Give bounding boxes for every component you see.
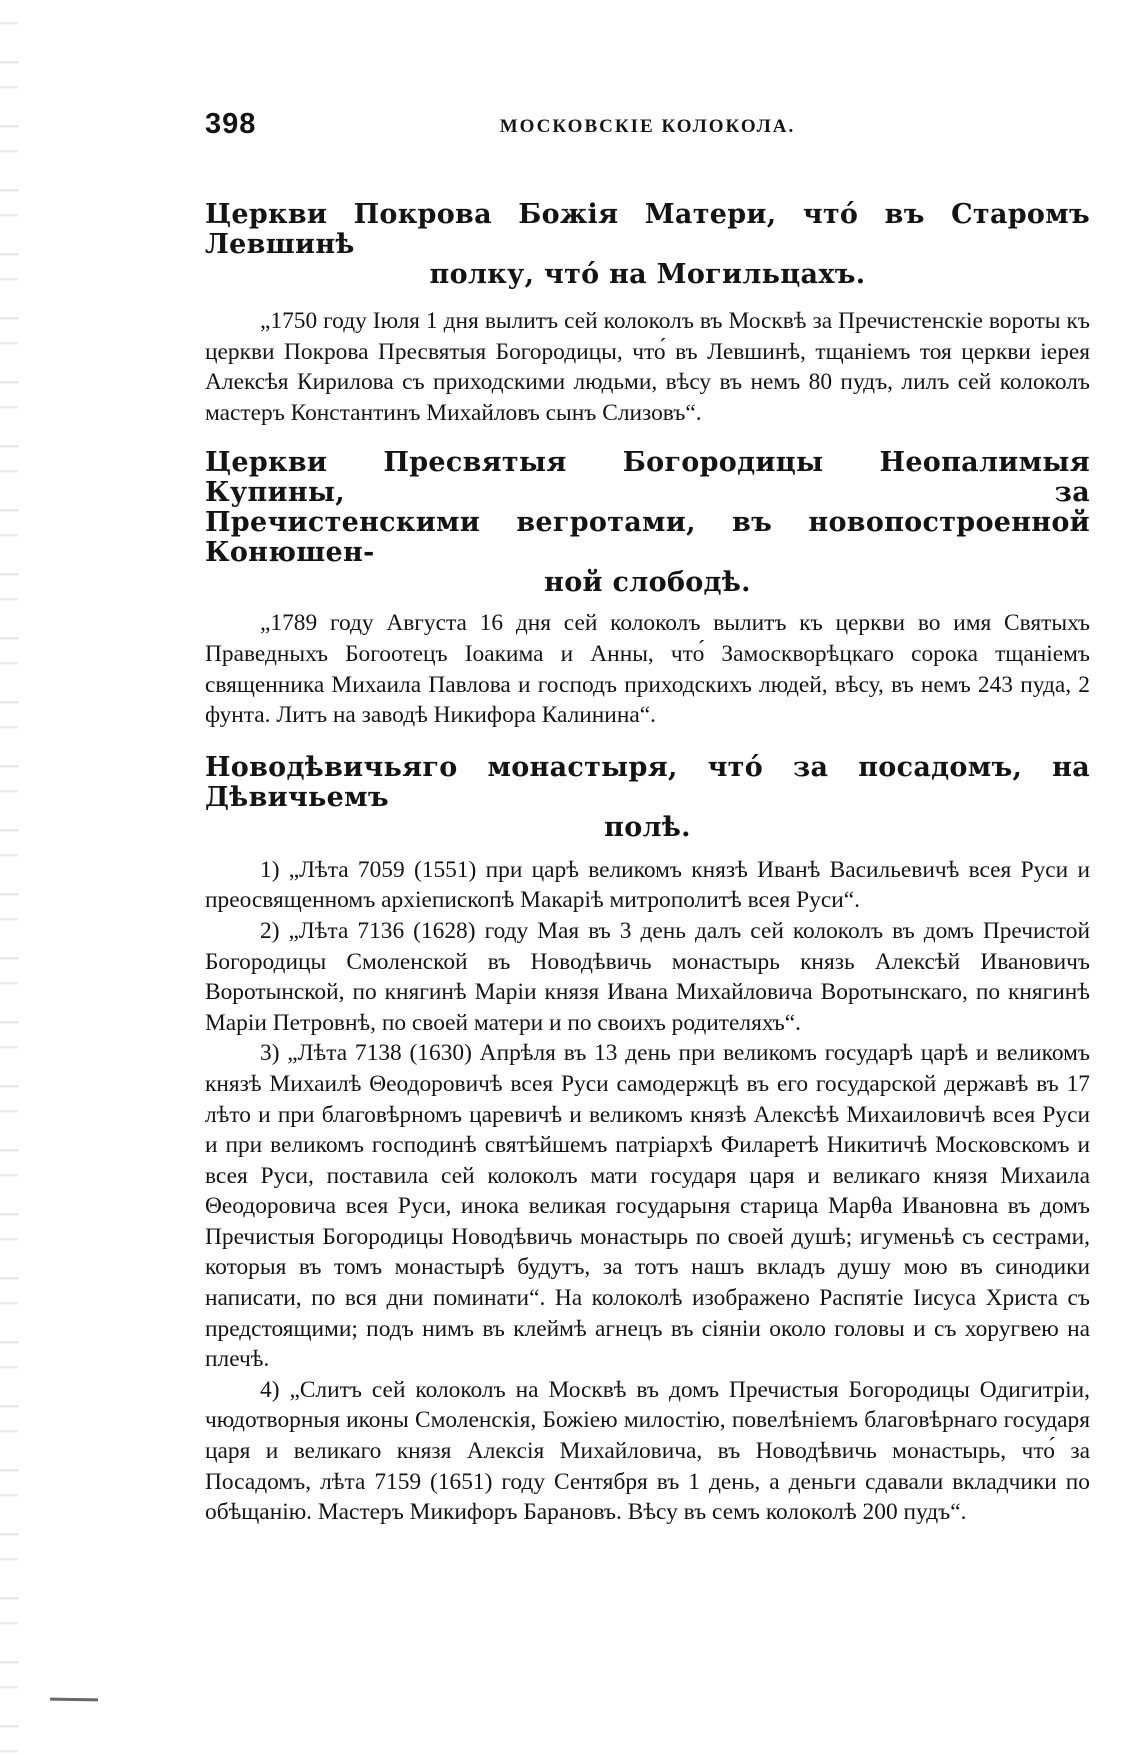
inscription-paragraph: „1750 году Іюля 1 дня вылитъ сей колоколъ въ Москвѣ за Пречистенскіе вороты къ церкви Покрова Пресвятыя Богородицы, что́ въ Левшинѣ, тщаніемъ тоя церкви іерея Алексѣя Кирилова съ приходскими людьми, вѣсу въ немъ 80 пудъ, лилъ сей колоколъ мастеръ Константинъ Михайловъ сынъ Слизовъ“. (205, 308, 1090, 426)
heading-line: полку, что́ на Могильцахъ. (429, 259, 866, 290)
inscription-paragraph: 1) „Лѣта 7059 (1551) при царѣ великомъ князѣ Иванѣ Васильевичѣ всея Руси и преосвященномъ архіепископѣ Макаріѣ митрополитѣ всея Руси“. (205, 856, 1090, 914)
page-number: 398 (205, 108, 257, 140)
margin-mark (50, 1698, 98, 1702)
inscription-paragraph: 4) „Слитъ сей колоколъ на Москвѣ въ домъ Пречистыя Богородицы Одигитріи, чюдотворныя иконы Смоленскія, Божіею милостію, повелѣніемъ благовѣрнаго государя царя и великаго князя Алексія Михайловича, въ Новодѣвичь монастырь, что́ за Посадомъ, лѣта 7159 (1651) году Сентября въ 1 день, а деньги сдавали вкладчики по обѣщанію. Мастеръ Микифоръ Барановъ. Вѣсу въ семъ колоколѣ 200 пудъ“. (205, 1376, 1090, 1526)
section-heading-neopalimaya (205, 448, 1090, 598)
heading-line: Церкви Покрова Божія Матери, что́ въ Старомъ Левшинѣ (205, 199, 1090, 260)
page-content (205, 200, 1090, 1528)
heading-line: ной слободѣ. (544, 567, 751, 599)
inscription-paragraph: 2) „Лѣта 7136 (1628) году Мая въ 3 день далъ сей колоколъ въ домъ Пречистой Богородицы Смоленской въ Новодѣвичь монастырь князь Алексѣй Ивановичъ Воротынской, по княгинѣ Маріи князя Ивана Михайловича Воротынскаго, по княгинѣ Маріи Петровнѣ, по своей матери и по своихъ родителяхъ“. (205, 917, 1090, 1036)
heading-line: Пречистенскими вегротами, въ новопостроенной Конюшен- (205, 507, 1090, 569)
inscription-paragraph: 3) „Лѣта 7138 (1630) Апрѣля въ 13 день при великомъ государѣ царѣ и великомъ князѣ Михаилѣ Θеодоровичѣ всея Руси самодержцѣ въ его государской державѣ въ 17 лѣто и при благовѣрномъ царевичѣ и великомъ князѣ Алексѣѣ Михаиловичѣ всея Руси и при великомъ господинѣ святѣйшемъ патріархѣ Филаретѣ Никитичѣ Московскомъ и всея Руси, поставила сей колоколъ мати государя царя и великаго князя Михаила Θеодоровича всея Руси, инока великая государыня старица Марθа Ивановна въ домъ Пречистыя Богородицы Новодѣвичь монастырь по своей душѣ; игуменьѣ съ сестрами, которыя въ томъ монастырѣ будутъ, за тотъ нашъ вкладъ душу мою въ синодики написати, по вся дни поминати“. На колоколѣ изображено Распятіе Іисуса Христа съ предстоящими; подъ нимъ въ клеймѣ агнецъ въ сіяніи около головы и съ хоругвею на плечѣ. (205, 1040, 1090, 1373)
scan-left-edge (0, 0, 18, 1756)
heading-line: Церкви Пресвятыя Богородицы Неопалимыя Купины, за (205, 447, 1090, 509)
book-page (205, 0, 1090, 1756)
heading-line: Новодѣвичьяго монастыря, что́ за посадомъ, на Дѣвичьемъ (205, 751, 1090, 813)
heading-line: полѣ. (604, 811, 691, 843)
running-title: МОСКОВСКІЕ КОЛОКОЛА. (499, 116, 796, 137)
page-header (205, 108, 1090, 148)
section-heading-pokrov (205, 200, 1090, 290)
section-heading-novodevichy (205, 753, 1090, 843)
inscription-paragraph: „1789 году Августа 16 дня сей колоколъ вылитъ къ церкви во имя Святыхъ Праведныхъ Богоотецъ Іоакима и Анны, что́ Замоскворѣцкаго сорока тщаніемъ священника Михаила Павлова и господъ приходскихъ людей, вѣсу, въ немъ 243 пуда, 2 фунта. Литъ на заводѣ Никифора Калинина“. (205, 610, 1090, 729)
